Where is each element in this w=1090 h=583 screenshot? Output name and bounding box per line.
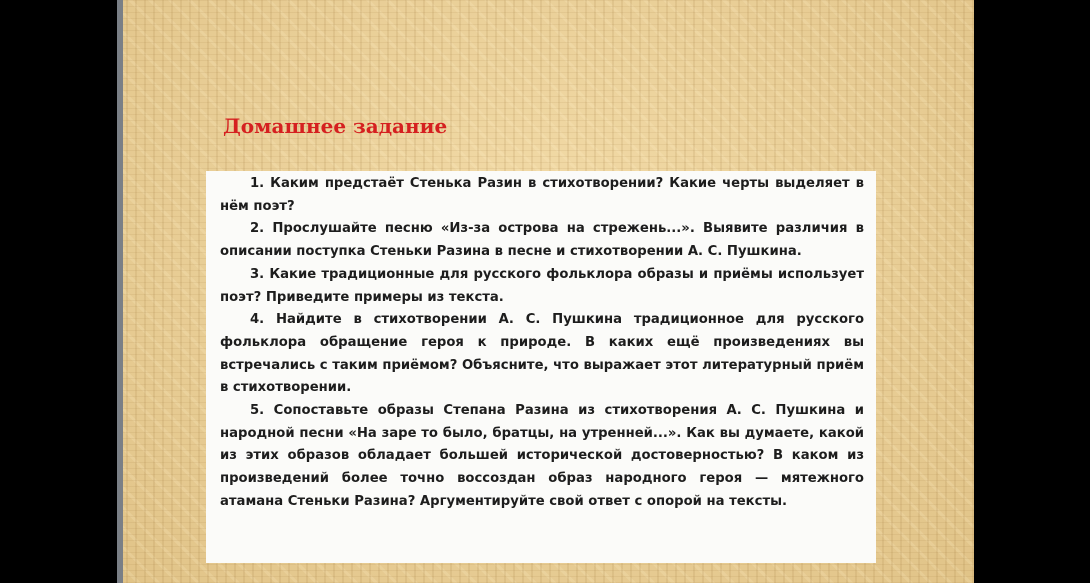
question-5: 5. Сопоставьте образы Степана Разина из стихотворения А. С. Пушкина и народной песни «На заре то было, братцы, на утренней...». Как вы думаете, какой из этих образов обладает большей исторической достоверностью? В каком из произведений более точно воссоздан образ народного героя — мятежного атамана Стеньки Разина? Аргументируйте свой ответ с опорой на тексты. bbox=[220, 403, 864, 509]
question-4: 4. Найдите в стихотворении А. С. Пушкина традиционное для русского фольклора обращение героя к природе. В каких ещё произведениях вы встречались с таким приёмом? Объясните, что выражает этот литературный приём в стихотворении. bbox=[220, 312, 864, 396]
question-3: 3. Какие традиционные для русского фольклора образы и приёмы использует поэт? Приведите примеры из текста. bbox=[220, 266, 864, 305]
slide bbox=[117, 0, 974, 583]
question-1: 1. Каким предстаёт Стенька Разин в стихотворении? Какие черты выделяет в нём поэт? bbox=[220, 176, 864, 214]
page-title: Домашнее задание bbox=[223, 114, 448, 138]
slide-left-strip bbox=[117, 0, 123, 583]
textbook-excerpt bbox=[206, 171, 876, 563]
question-2: 2. Прослушайте песню «Из-за острова на стрежень...». Выявите различия в описании поступка Стеньки Разина в песне и стихотворении А. С. Пушкина. bbox=[220, 221, 864, 260]
